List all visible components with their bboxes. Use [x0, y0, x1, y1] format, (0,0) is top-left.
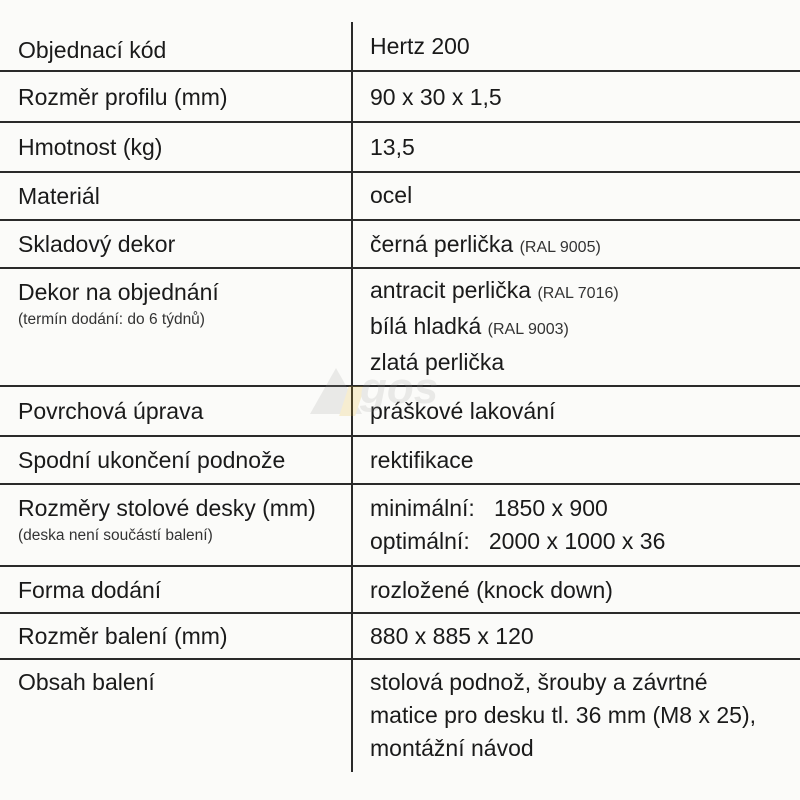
table-row: [0, 173, 800, 221]
watermark-text: gos: [360, 364, 439, 413]
row-label: Spodní ukončení podnože: [18, 447, 286, 473]
table-row: [0, 614, 800, 660]
row-value-cell: [370, 574, 790, 607]
row-value-cell: [370, 179, 790, 212]
row-value: 880 x 885 x 120: [370, 623, 534, 649]
row-label: Dekor na objednání: [18, 279, 219, 305]
row-label-cell: [18, 131, 343, 164]
row-label-cell: [18, 34, 343, 67]
table-row: [0, 387, 800, 437]
row-value: 13,5: [370, 134, 415, 160]
row-value-cell: [370, 30, 790, 63]
row-label: Rozměr profilu (mm): [18, 84, 228, 110]
row-label-cell: [18, 228, 343, 261]
row-value: 90 x 30 x 1,5: [370, 84, 502, 110]
row-label-cell: [18, 81, 343, 114]
row-label: Povrchová úprava: [18, 398, 204, 424]
row-label-cell: [18, 276, 343, 331]
table-row: [0, 123, 800, 173]
row-value: bílá hladká (RAL 9003): [370, 313, 569, 339]
row-value-cell: [370, 444, 790, 477]
row-value-cell: [370, 395, 790, 428]
table-row: [0, 22, 800, 72]
row-value: optimální: 2000 x 1000 x 36: [370, 528, 666, 554]
row-value-cell: [370, 666, 790, 765]
row-label: Rozměry stolové desky (mm): [18, 495, 316, 521]
table-row: [0, 485, 800, 567]
table-row: [0, 437, 800, 485]
row-label: Obsah balení: [18, 669, 155, 695]
table-row: [0, 221, 800, 269]
row-value-cell: [370, 274, 790, 379]
row-label: Skladový dekor: [18, 231, 176, 257]
row-value: ocel: [370, 182, 413, 208]
row-value: antracit perlička (RAL 7016): [370, 277, 619, 303]
row-label-cell: [18, 620, 343, 653]
row-value: montážní návod: [370, 735, 534, 761]
row-label-cell: [18, 444, 343, 477]
row-label: Materiál: [18, 183, 100, 209]
row-value-cell: [370, 620, 790, 653]
row-value-cell: [370, 131, 790, 164]
row-label-cell: [18, 492, 343, 547]
row-value: stolová podnož, šrouby a závrtné: [370, 669, 708, 695]
table-row: [0, 660, 800, 770]
table-row: [0, 269, 800, 387]
row-value-cell: [370, 81, 790, 114]
row-label: Rozměr balení (mm): [18, 623, 228, 649]
row-value-cell: [370, 228, 790, 264]
table-row: [0, 567, 800, 614]
row-value: zlatá perlička: [370, 349, 505, 375]
row-label-cell: [18, 574, 343, 607]
row-sublabel: (deska není součástí balení): [18, 527, 213, 544]
row-value: černá perlička (RAL 9005): [370, 231, 601, 257]
row-value: práškové lakování: [370, 398, 556, 424]
row-label: Forma dodání: [18, 577, 162, 603]
row-value-cell: [370, 492, 790, 558]
row-value: minimální: 1850 x 900: [370, 495, 608, 521]
table-row: [0, 72, 800, 123]
row-value: Hertz 200: [370, 33, 470, 59]
row-value: rektifikace: [370, 447, 474, 473]
row-sublabel: (termín dodání: do 6 týdnů): [18, 311, 205, 328]
spec-table: [0, 22, 800, 770]
row-label: Objednací kód: [18, 37, 167, 63]
row-value: rozložené (knock down): [370, 577, 613, 603]
row-value: matice pro desku tl. 36 mm (M8 x 25),: [370, 702, 757, 728]
row-label: Hmotnost (kg): [18, 134, 163, 160]
row-label-cell: [18, 180, 343, 213]
row-label-cell: [18, 666, 343, 699]
row-label-cell: [18, 395, 343, 428]
